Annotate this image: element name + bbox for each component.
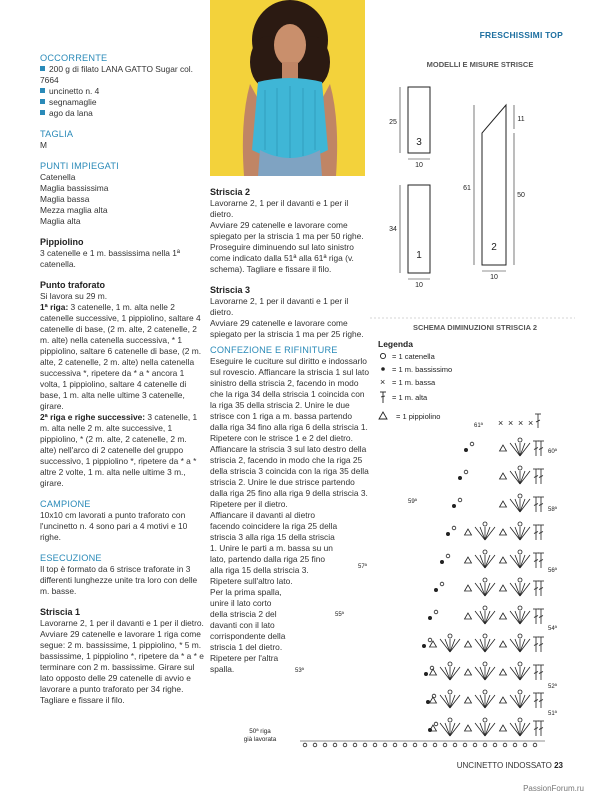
confezione-title: CONFEZIONE E RIFINITURE — [210, 345, 338, 355]
row-label-55: 55ª — [335, 612, 344, 618]
diagram-title: MODELLI E MISURE STRISCE — [426, 60, 534, 69]
legend-sc-symbol: × — [380, 377, 386, 387]
punti-title: PUNTI IMPIEGATI — [40, 161, 119, 171]
model-illustration — [210, 0, 365, 176]
row-label-56: 56ª — [548, 568, 557, 574]
svg-text:×: × — [528, 418, 534, 428]
strip2-left-height: 61 — [463, 185, 471, 192]
legend-picot-symbol — [379, 412, 387, 419]
striscia1-text2: Avviare 29 catenelle e lavorare 1 riga come segue: 2 m. bassissime, 1 pippiolino, * 5 m. bassissime, 1 pippiolino *, ripetere da * a * e terminare con 2 m. bassissime. Girare sul lato opposto delle 29 catenelle di avvio e lavorare a punto traforato per 34 righe. Tagliare e fissare il filo. — [40, 629, 204, 705]
striscia2-text2: Avviare 29 catenelle e lavorare come spiegato per la striscia 1 ma per 50 righe. Proseguire diminuendo sul lato sinistro come indicato dalla 51ª alla 61ª riga (v. schema). Tagliare e fissare il filo. — [210, 220, 364, 274]
footer: UNCINETTO INDOSSATO 23 — [456, 761, 563, 770]
striscia1-text: Lavorarne 2, 1 per il davanti e 1 per il dietro. — [40, 618, 204, 628]
row-label-54: 54ª — [548, 626, 557, 632]
strip2-shape — [482, 105, 506, 265]
row-label-53: 53ª — [295, 668, 304, 674]
esecuzione-text: Il top è formato da 6 strisce traforate in 3 differenti lunghezze unite tra loro con delle m. basse. — [40, 564, 198, 596]
legend-slip-text: = 1 m. bassissimo — [392, 365, 453, 374]
confezione-text4: Per la prima spalla, unire il lato corto della striscia 2 del davanti con il lato corrispondente della striscia 1 del dietro. Ripetere per l'altra spalla. — [210, 587, 286, 674]
middle-column — [210, 186, 370, 675]
row-label-59: 59ª — [408, 499, 417, 505]
punti-item: Catenella — [40, 172, 76, 182]
row-label-60: 60ª — [548, 449, 557, 455]
legend-dc-symbol — [380, 392, 386, 403]
strip3-label: 3 — [416, 137, 422, 148]
strip3-height: 25 — [389, 119, 397, 126]
punto-traforato-row2: 2ª riga e righe successive: 3 catenelle, 1 m. alta nelle 2 m. alte successive, 1 pippiolino, * (2 m. alte, 2 catenelle, 2 m. alte) nell'arco di 2 catenelle del gruppo successivo, 1 pippiolino *, ripetere da * a * altre 2 volte, 1 m. alta nelle ultime 3 m., girare. — [40, 412, 198, 488]
legend-chain-symbol — [380, 353, 385, 358]
svg-text:×: × — [498, 418, 504, 428]
punti-item: Mezza maglia alta — [40, 205, 108, 215]
occorrente-item: 200 g di filato LANA GATTO Sugar col. 7664 — [40, 64, 193, 85]
esecuzione-title: ESECUZIONE — [40, 553, 102, 563]
left-column — [40, 52, 205, 706]
striscia3-text: Lavorarne 2, 1 per il davanti e 1 per il dietro. — [210, 296, 349, 317]
schema-title: SCHEMA DIMINUZIONI STRISCIA 2 — [412, 323, 538, 332]
strip1-height: 34 — [389, 226, 397, 233]
legend-chain-text: = 1 catenella — [392, 352, 435, 361]
punti-item: Maglia alta — [40, 216, 81, 226]
svg-text:×: × — [518, 418, 524, 428]
legend-sc-text: = 1 m. bassa — [392, 378, 436, 387]
row-label-57: 57ª — [358, 564, 367, 570]
section-label: FRESCHISSIMI TOP — [480, 30, 590, 40]
striscia2-text: Lavorarne 2, 1 per il davanti e 1 per il dietro. — [210, 198, 349, 219]
striscia3-text2: Avviare 29 catenelle e lavorare come spiegato per la striscia 1 ma per 25 righe. — [210, 318, 364, 339]
strip1-width: 10 — [415, 282, 423, 289]
row-label-61: 61ª — [474, 423, 483, 429]
striscia1-title: Striscia 1 — [40, 607, 81, 617]
pippiolino-text: 3 catenelle e 1 m. bassissima nella 1ª catenella. — [40, 248, 180, 269]
model-photo — [210, 0, 365, 176]
striscia2-title: Striscia 2 — [210, 187, 251, 197]
row-label-51: 51ª — [548, 711, 557, 717]
punti-item: Maglia bassissima — [40, 183, 109, 193]
strip-sizes-diagram — [375, 55, 575, 290]
occorrente-item: ago da lana — [40, 108, 205, 119]
punto-traforato-title: Punto traforato — [40, 280, 105, 290]
strip1-label: 1 — [416, 250, 422, 261]
punto-traforato-intro: Si lavora su 29 m. — [40, 291, 108, 301]
strip2-width: 10 — [490, 274, 498, 281]
confezione-text: Eseguire le cuciture sul diritto e indossarlo sul rovescio. Affiancare la striscia 1 sul lato sinistro della striscia 2, facendo in modo che la riga 34 della striscia 1 coincida con la riga 35 della striscia 2. Unire le due strisce con 1 riga a m. bassa partendo dalla riga 34 fino alla riga 6 della striscia 1. Ripetere con le strisce 1 e 2 del dietro. — [210, 356, 370, 443]
occorrente-item: uncinetto n. 4 — [40, 86, 205, 97]
watermark: PassionForum.ru — [523, 784, 584, 793]
decrease-schema — [295, 316, 575, 751]
strip2-top: 11 — [517, 116, 525, 123]
punto-traforato-row1: 1ª riga: 3 catenelle, 1 m. alta nelle 2 catenelle successive, 1 pippiolino, saltare 4 catenelle di base, (2 m. alte, 2 catenelle, 2 m. alte) nella catenella successiva, * 1 pippiolino, saltare 6 catenelle di base, (2 m. alte, 2 catenelle, 2 m. alte) nella catenella successiva *, ripetere da * a * ancora 1 volta, 1 pippiolino, saltare 4 catenelle di base, 1 m. alta nelle ultime 3 catenelle, girare. — [40, 302, 202, 411]
punti-item: Maglia bassa — [40, 194, 90, 204]
occorrente-title: OCCORRENTE — [40, 53, 108, 63]
strip2-label: 2 — [491, 242, 497, 253]
legend-slip-symbol — [381, 367, 385, 371]
occorrente-item: segnamaglie — [40, 97, 205, 108]
pippiolino-title: Pippiolino — [40, 237, 84, 247]
campione-title: CAMPIONE — [40, 499, 91, 509]
strip3-width: 10 — [415, 162, 423, 169]
row-50-note: 50ª riga già lavorata — [243, 728, 277, 743]
legend-picot-text: = 1 pippiolino — [396, 412, 441, 421]
campione-text: 10x10 cm lavorati a punto traforato con l'uncinetto n. 4 sono pari a 4 motivi e 10 righe. — [40, 510, 188, 542]
legend-dc-text: = 1 m. alta — [392, 393, 428, 402]
svg-text:×: × — [508, 418, 514, 428]
row-label-52: 52ª — [548, 684, 557, 690]
confezione-text2: Affiancare la striscia 3 sul lato destro della striscia 2, facendo in modo che la riga 25 della striscia 3 coincida con la riga 35 della striscia 2. Unire le due strisce partendo dalla riga 25 fino alla riga 9 della striscia 3. Ripetere per il dietro. — [210, 444, 369, 509]
taglia-title: TAGLIA — [40, 129, 74, 139]
legend-title: Legenda — [378, 339, 413, 349]
taglia-value: M — [40, 140, 47, 150]
strip2-right-height: 50 — [517, 192, 525, 199]
confezione-text3: Affiancare il davanti al dietro facendo coincidere la riga 25 della striscia 3 alla riga 15 della striscia 1. Unire le parti a m. bassa su un lato, partendo dalla riga 25 fino alla riga 15 della striscia 3. Ripetere sull'altro lato. — [210, 510, 338, 586]
row-label-58: 58ª — [548, 507, 557, 513]
striscia3-title: Striscia 3 — [210, 285, 251, 295]
